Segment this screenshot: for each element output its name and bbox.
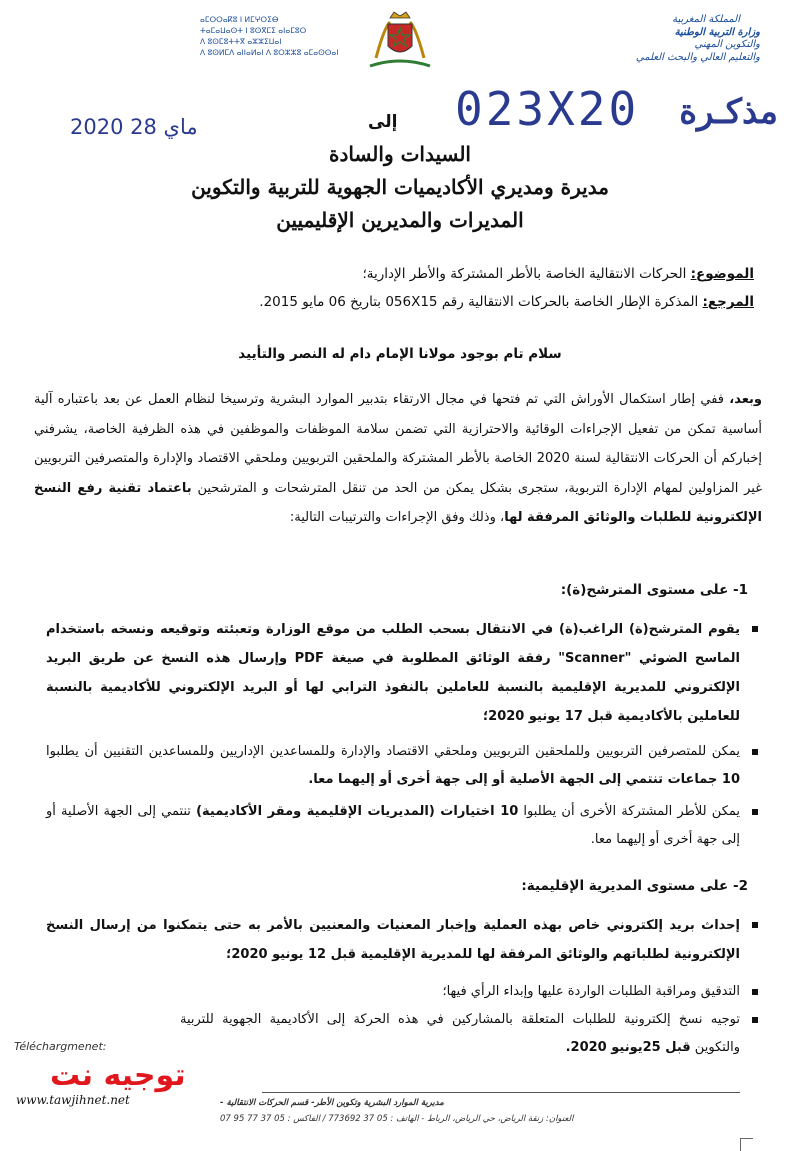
section-1-title: 1- على مستوى المترشح(ة): [560, 582, 748, 598]
tifinagh-line: ⴷ ⵓⵙⵍⵎⴷ ⴰⵏⵏⴰⵍⴰⵏ ⴷ ⵓⵔⵣⵣⵓ ⴰⵎⴰⵙⵙⴰⵏ [200, 48, 339, 57]
intro-bold: باعتماد تقنية رفع النسخ الإلكترونية للطلبات والوثائق المرفقة لها [34, 480, 762, 525]
recipients-line-3: المديرات والمديرين الإقليميين [276, 208, 524, 232]
section-1-item-1 [46, 615, 762, 731]
section-1-item-2 [46, 738, 762, 794]
section-1-item-1-text: يقوم المترشح(ة) الراغب(ة) في الانتقال بسحب الطلب من موقع الوزارة وتعبئته وتوقيعه ونسخه باستخدام الماسح الضوئي "Scanner" رفقة الوثائق المطلوبة في صيغة PDF وإرسال هذه النسخ عن طريق البريد الإلكتروني للمديرية الإقليمية بالنسبة للعاملين بالنفوذ الترابي لها أو البريد الإلكتروني للأكاديمية بالنسبة للعاملين بالأكاديمية قبل 17 يونيو 2020؛ [46, 622, 740, 724]
section-2-title: 2- على مستوى المديرية الإقليمية: [521, 878, 748, 894]
bullet-icon [752, 749, 758, 755]
intro-lead: وبعد، [729, 392, 762, 407]
ministry-line: والتعليم العالي والبحث العلمي [635, 51, 760, 63]
bullet-icon [752, 1017, 758, 1023]
bullet-icon [752, 922, 758, 928]
intro-text: ففي إطار استكمال الأوراش التي تم فتحها في مجال الارتقاء بتدبير الموارد البشرية وترسيخا لنظام العمل عن بعد باعتباره آلية أساسية تمكن من تفعيل الإجراءات الوقائية والاحترازية التي تضمن سلامة الموظفات والموظفين في هذه الظرفية الخاصة، يشرفني إخباركم أن الحركات الانتقالية لسنة 2020 الخاصة بالأطر المشتركة والملحقين التربويين وملحقي الاقتصاد والإدارة والمتصرفين التربويين غير المزاولين لمهام الإدارة التربوية، ستجرى بشكل يمكن من الحد من تنقل المترشحات و المترشحين [34, 392, 763, 496]
page-corner-mark [740, 1138, 753, 1151]
section-1-item-2-bold: 10 جماعات تنتمي إلى الجهة الأصلية أو إلى جهة أخرى أو إليهما معا. [308, 772, 740, 787]
ministry-line: وزارة التربية الوطنية [674, 26, 760, 38]
subject-label: الموضوع: [690, 266, 754, 282]
recipients-line-1: السيدات والسادة [328, 142, 471, 166]
section-2-item-3 [180, 1006, 762, 1062]
section-2-item-3-text: توجيه نسخ إلكترونية للطلبات المتعلقة بالمشاركين في هذه الحركة إلى الأكاديمية الجهوية للتربية والتكوين [180, 1012, 740, 1055]
section-1-item-2-text: يمكن للمتصرفين التربويين وللملحقين التربويين وملحقي الاقتصاد والإدارة وللمساعدين الإداريين وللمساعدين التقنيين أن يطلبوا [46, 744, 740, 759]
footer-line-2: العنوان: زنقة الرياض، حي الرياض، الرباط - الهاتف : 05 37 773692 / الفاكس : 05 37 77 95 07 [220, 1114, 574, 1124]
section-2-item-2 [46, 978, 762, 1006]
to-label: إلى [368, 112, 398, 132]
bullet-icon [752, 809, 758, 815]
footer-divider [262, 1092, 740, 1093]
intro-tail: ، وذلك وفق الإجراءات والترتيبات التالية: [289, 510, 505, 525]
watermark-site[interactable]: www.tawjihnet.net [16, 1093, 130, 1107]
tifinagh-line: ⴰⵎⵔⵔⴰⴽⵓ ⵏ ⵍⵎⵖⵔⵉⴱ [200, 15, 279, 24]
greeting: سلام تام بوجود مولانا الإمام دام له النصر والتأييد [238, 346, 562, 362]
memo-date: 2020 ماي 28 [70, 115, 198, 139]
section-2-item-2-text: التدقيق ومراقبة الطلبات الواردة عليها وإبداء الرأي فيها؛ [442, 984, 740, 999]
watermark-label: Téléchargmenet: [14, 1040, 107, 1053]
tifinagh-line: ⵜⴰⵎⴰⵡⴰⵙⵜ ⵏ ⵓⵙⴳⵎⵉ ⴰⵏⴰⵎⵓⵔ [200, 26, 307, 35]
ministry-line: المملكة المغربية [672, 14, 740, 25]
coat-of-arms-icon [362, 8, 438, 68]
reference-line [54, 294, 754, 310]
subject-text: الحركات الانتقالية الخاصة بالأطر المشتركة والأطر الإدارية؛ [362, 266, 691, 282]
watermark-brand: توجيه نت [50, 1058, 186, 1093]
ministry-header [550, 14, 760, 64]
intro-paragraph [34, 385, 762, 533]
section-2-item-1 [46, 911, 762, 969]
bullet-icon [752, 626, 758, 632]
recipients-line-2: مديرة ومديري الأكاديميات الجهوية للتربية والتكوين [191, 175, 609, 199]
tifinagh-line: ⴷ ⵓⵙⵎⵓⵜⵜⴳ ⴰⵣⵣⵉⵡⴰⵏ [200, 37, 282, 46]
bullet-icon [752, 989, 758, 995]
section-1-item-3 [46, 798, 762, 854]
footer-line-1: مديرية الموارد البشرية وتكوين الأطر- قسم الحركات الانتقالية - [220, 1098, 444, 1108]
section-1-item-3-bold: 10 اختيارات (المديريات الإقليمية ومقر الأكاديمية) [196, 804, 519, 819]
reference-label: المرجع: [702, 294, 754, 310]
section-2-item-1-text: إحداث بريد إلكتروني خاص بهذه العملية وإخبار المعنيات والمعنيين بالأمر به حتى يتمكنوا من إرسال النسخ الإلكترونية لطلباتهم والوثائق المرفقة لها للمديرية الإقليمية قبل 12 يونيو 2020؛ [46, 918, 740, 962]
section-1-item-3-text: يمكن للأطر المشتركة الأخرى أن يطلبوا [518, 804, 741, 819]
section-2-item-3-bold: قبل 25يونيو 2020. [565, 1040, 691, 1055]
subject-line [54, 266, 754, 282]
reference-text: المذكرة الإطار الخاصة بالحركات الانتقالية رقم 056X15 بتاريخ 06 مايو 2015. [259, 294, 703, 310]
memo-reference-number: 023X20 [455, 82, 640, 136]
ministry-line: والتكوين المهني [694, 39, 760, 50]
memo-title: مذكـرة [679, 92, 778, 132]
section-1-item-3-tail: تنتمي إلى الجهة الأصلية أو إلى جهة أخرى أو إليهما معا. [46, 804, 740, 847]
